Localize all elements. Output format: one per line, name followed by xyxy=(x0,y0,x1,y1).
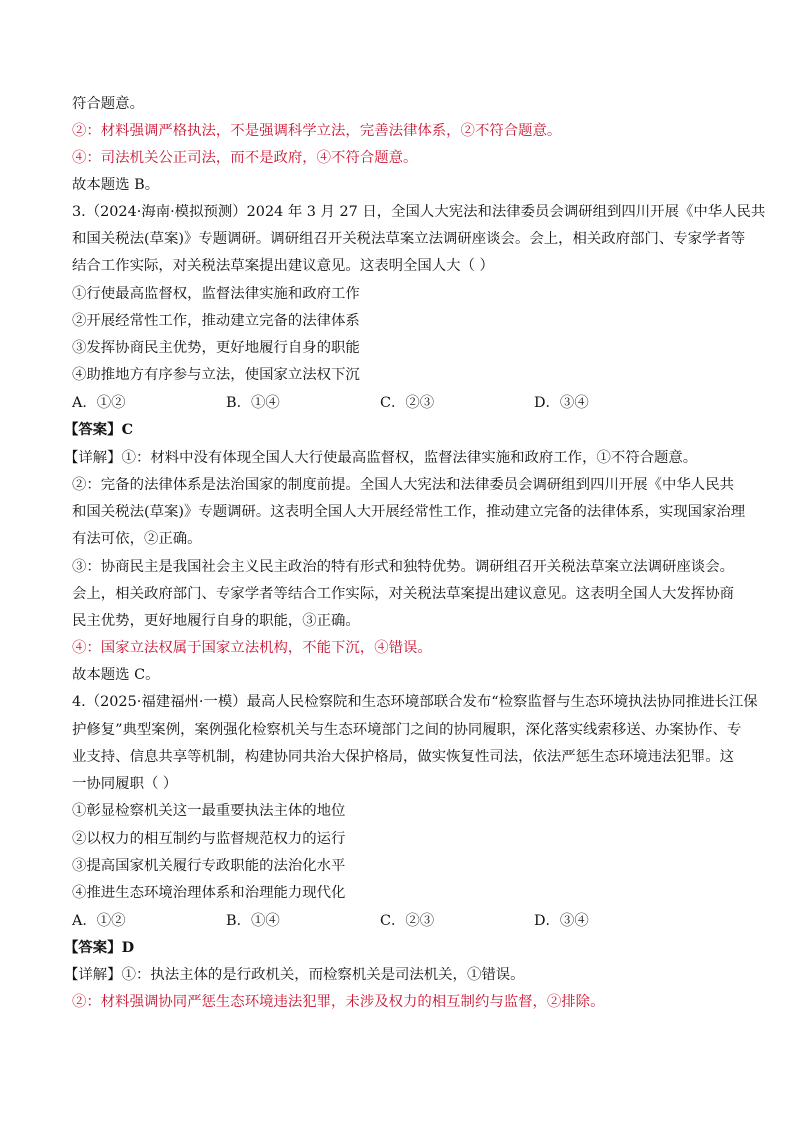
explanation-line: 有法可依，②正确。 xyxy=(72,531,202,547)
question-4-item: ②以权力的相互制约与监督规范权力的运行 xyxy=(72,831,346,847)
question-3-item: ④助推地方有序参与立法，使国家立法权下沉 xyxy=(72,367,360,383)
option-a: A．①② xyxy=(72,913,126,929)
question-4-stem: 4.（2025·福建福州·一模）最高人民检察院和生态环境部联合发布“检察监督与生态环境执法协同推进长江保 xyxy=(72,694,758,710)
question-3-stem: 结合工作实际，对关税法草案提出建议意见。这表明全国人大（ ） xyxy=(72,258,494,274)
question-3-item: ①行使最高监督权，监督法律实施和政府工作 xyxy=(72,286,360,302)
option-c: C．②③ xyxy=(380,395,435,411)
question-3-stem: 3.（2024·海南·模拟预测）2024 年 3 月 27 日，全国人大宪法和法律委员会调研组到四川开展《中华人民共 xyxy=(72,204,766,220)
question-3-item: ③发挥协商民主优势，更好地履行自身的职能 xyxy=(72,340,360,356)
text-line-red: ②：材料强调严格执法，不是强调科学立法，完善法律体系，②不符合题意。 xyxy=(72,123,562,139)
option-d: D．③④ xyxy=(534,395,589,411)
answer-label: 【答案】D xyxy=(64,939,135,956)
explanation-line: 和国关税法(草案)》专题调研。这表明全国人大开展经常性工作，推动建立完备的法律体系，实现国家治理 xyxy=(72,504,746,520)
question-4-stem: 护修复”典型案例，案例强化检察机关与生态环境部门之间的协同履职，深化落实线索移送、办案协作、专 xyxy=(72,722,742,738)
explanation-line: ③：协商民主是我国社会主义民主政治的特有形式和独特优势。调研组召开关税法草案立法调研座谈会。 xyxy=(72,559,734,575)
question-4-item: ①彰显检察机关这一最重要执法主体的地位 xyxy=(72,803,346,819)
explanation-line: 会上，相关政府部门、专家学者等结合工作实际，对关税法草案提出建议意见。这表明全国人大发挥协商 xyxy=(72,586,734,602)
option-b: B．①④ xyxy=(226,913,280,929)
conclusion-line: 故本题选 B。 xyxy=(72,177,160,193)
answer-label: 【答案】C xyxy=(64,421,134,438)
explanation-line-red: ④：国家立法权属于国家立法机构，不能下沉，④错误。 xyxy=(72,640,432,656)
explanation-line: ②：完备的法律体系是法治国家的制度前提。全国人大宪法和法律委员会调研组到四川开展《中华人民共 xyxy=(72,477,734,493)
option-a: A．①② xyxy=(72,395,126,411)
question-4-stem: 一协同履职（ ） xyxy=(72,776,178,792)
explanation-line-red: ②：材料强调协同严惩生态环境违法犯罪，未涉及权力的相互制约与监督，②排除。 xyxy=(72,994,605,1010)
question-4-item: ④推进生态环境治理体系和治理能力现代化 xyxy=(72,885,346,901)
option-b: B．①④ xyxy=(226,395,280,411)
text-line: 符合题意。 xyxy=(72,96,144,112)
explanation-line: 【详解】①：执法主体的是行政机关，而检察机关是司法机关，①错误。 xyxy=(64,967,525,983)
question-4-stem: 业支持、信息共享等机制，构建协同共治大保护格局，做实恢复性司法，依法严惩生态环境违法犯罪。这 xyxy=(72,749,734,765)
option-c: C．②③ xyxy=(380,913,435,929)
explanation-line: 【详解】①：材料中没有体现全国人大行使最高监督权，监督法律实施和政府工作，①不符合题意。 xyxy=(64,450,698,466)
option-d: D．③④ xyxy=(534,913,589,929)
question-4-item: ③提高国家机关履行专政职能的法治化水平 xyxy=(72,858,346,874)
explanation-line: 民主优势，更好地履行自身的职能，③正确。 xyxy=(72,613,360,629)
text-line-red: ④：司法机关公正司法，而不是政府，④不符合题意。 xyxy=(72,150,418,166)
question-3-stem: 和国关税法(草案)》专题调研。调研组召开关税法草案立法调研座谈会。会上，相关政府部门、专家学者等 xyxy=(72,231,746,247)
question-3-item: ②开展经常性工作，推动建立完备的法律体系 xyxy=(72,313,360,329)
conclusion-line: 故本题选 C。 xyxy=(72,667,160,683)
